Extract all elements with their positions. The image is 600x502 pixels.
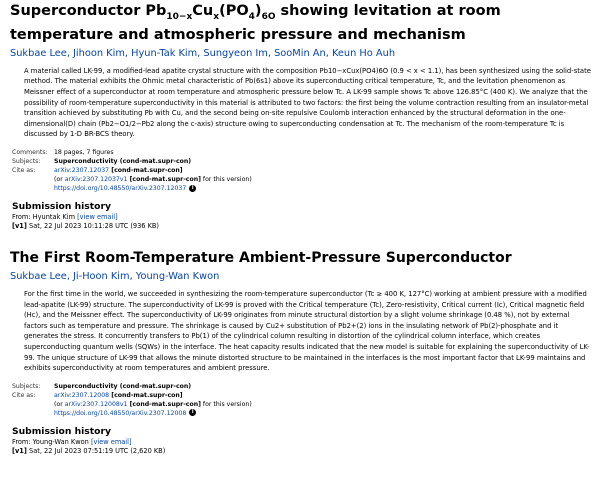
cite-as-label: Cite as: — [12, 167, 36, 175]
view-email-link[interactable]: [view email] — [90, 437, 132, 446]
doi-link[interactable]: https://doi.org/10.48550/arXiv.2307.12037 — [54, 185, 187, 193]
submission-version: [v1] Sat, 22 Jul 2023 07:51:19 UTC (2,620 KB) — [12, 446, 166, 455]
submission-version: [v1] Sat, 22 Jul 2023 10:11:28 UTC (936 KB) — [12, 222, 159, 231]
subjects-value: Superconductivity (cond-mat.supr-con) — [54, 158, 192, 166]
author-link[interactable]: Young-Wan Kwon — [135, 271, 220, 283]
paper-title: The First Room-Temperature Ambient-Pressure Superconductor — [10, 250, 512, 267]
author-link[interactable]: Sungyeon Im — [203, 47, 268, 59]
comments-label: Comments: — [12, 149, 48, 157]
info-icon[interactable]: i — [189, 409, 196, 416]
author-link[interactable]: Jihoon Kim — [73, 47, 125, 59]
abstract: A material called LK-99, a modified-lead apatite crystal structure with the composition Pb10−xCux(PO4)6O (0.9 < x < 1.1), has been synthesized using the solid-state method. The material exhibits the Ohmic metal characteristic of Pb(6s1) above its superconducting critical temperature, Tc, and the levitation phenomenon as Meissner effect of a superconductor at room temperature and atmospheric pressure below Tc. A LK-99 sample shows Tc above 126.85°C (400 K). We analyze that the possibility of room-temperature superconductivity in this material is attributed to two factors: the first being the volume contraction resulting from an insulator-metal transition achieved by substituting Pb with Cu, and the second being on-site repulsive Coulomb interaction enhanced by the structural deformation in the one-dimensional(D) chain (Pb2−O1/2−Pb2 along the c-axis) structure owing to superconducting condensation at Tc. The mechanism of the room-temperature Tc is discussed by 1-D BR-BCS theory. — [24, 66, 591, 139]
cite-or: (or — [54, 176, 65, 184]
view-email-link[interactable]: [view email] — [77, 213, 118, 222]
metadata-table — [12, 148, 252, 193]
subjects-label: Subjects: — [12, 382, 41, 390]
author-list: Sukbae Lee, Jihoon Kim, Hyun-Tak Kim, Sungyeon Im, SooMin An, Keun Ho Auh — [10, 47, 396, 59]
subjects-value: Superconductivity (cond-mat.supr-con) — [54, 382, 192, 390]
author-link[interactable]: Sukbae Lee — [10, 47, 67, 59]
submission-history-title: Submission history — [12, 425, 111, 437]
comments-value: 18 pages, 7 figures — [54, 149, 114, 157]
arxiv-version-link[interactable]: arXiv:2307.12008v1 — [64, 400, 128, 408]
cite-version-category: [cond-mat.supr-con] — [127, 400, 201, 408]
cite-version-tail: for this version) — [200, 400, 252, 408]
author-link[interactable]: Ji-Hoon Kim — [73, 271, 130, 283]
author-link[interactable]: Keun Ho Auh — [331, 47, 396, 59]
subjects-label: Subjects: — [12, 158, 41, 166]
paper-title: Superconductor $Pb_{10-x}Cu_x(PO_4)_{6O}$ showing levitation at room temperature and atmospheric pressure and mechanism — [10, 3, 501, 43]
cite-version-tail: for this version) — [200, 176, 252, 184]
abstract: For the first time in the world, we succeeded in synthesizing the room-temperature superconductor (Tc ≥ 400 K, 127°C) working at ambient pressure with a modified lead-apatite (LK-99) structure. The superconductivity of LK-99 is proved with the Critical temperature (Tc), Zero-resistivity, Critical current (Ic), Critical magnetic field (Hc), and the Meissner effect. The superconductivity of LK-99 originates from minute structural distortion by a slight volume shrinkage (0.48 %), not by external factors such as temperature and pressure. The shrinkage is caused by Cu2+ substitution of Pb2+(2) ions in the insulating network of Pb(2)-phosphate and it generates the stress. It concurrently transfers to Pb(1) of the cylindrical column resulting in distortion of the cylindrical column interface, which creates superconducting quantum wells (SQWs) in the interface. The heat capacity results indicated that the new model is suitable for explaining the superconductivity of LK-99. The unique structure of LK-99 that allows the minute distorted structure to be maintained in the interfaces is the most important factor that LK-99 maintains and exhibits superconductivity at room temperatures and ambient pressure. — [24, 290, 590, 373]
info-icon[interactable]: i — [189, 185, 196, 192]
author-list: Sukbae Lee, Ji-Hoon Kim, Young-Wan Kwon — [10, 271, 220, 283]
cite-category: [cond-mat.supr-con] — [109, 391, 183, 399]
author-link[interactable]: Hyun-Tak Kim — [131, 47, 198, 59]
submission-history-title: Submission history — [12, 201, 111, 213]
arxiv-version-link[interactable]: arXiv:2307.12037v1 — [64, 176, 128, 184]
version-tag: [v1] — [12, 446, 27, 455]
submission-from: From: Young-Wan Kwon [view email] — [12, 437, 132, 446]
cite-version-category: [cond-mat.supr-con] — [127, 176, 201, 184]
version-tag: [v1] — [12, 222, 27, 231]
doi-link[interactable]: https://doi.org/10.48550/arXiv.2307.12008 — [54, 409, 187, 417]
arxiv-id-link[interactable]: arXiv:2307.12037 — [54, 167, 110, 175]
cite-or: (or — [54, 400, 65, 408]
cite-category: [cond-mat.supr-con] — [109, 167, 183, 175]
arxiv-id-link[interactable]: arXiv:2307.12008 — [54, 391, 110, 399]
metadata-table — [12, 382, 252, 418]
author-link[interactable]: SooMin An — [274, 47, 326, 59]
author-link[interactable]: Sukbae Lee — [10, 271, 67, 283]
submission-from: From: Hyuntak Kim [view email] — [12, 213, 118, 222]
cite-as-label: Cite as: — [12, 391, 36, 399]
